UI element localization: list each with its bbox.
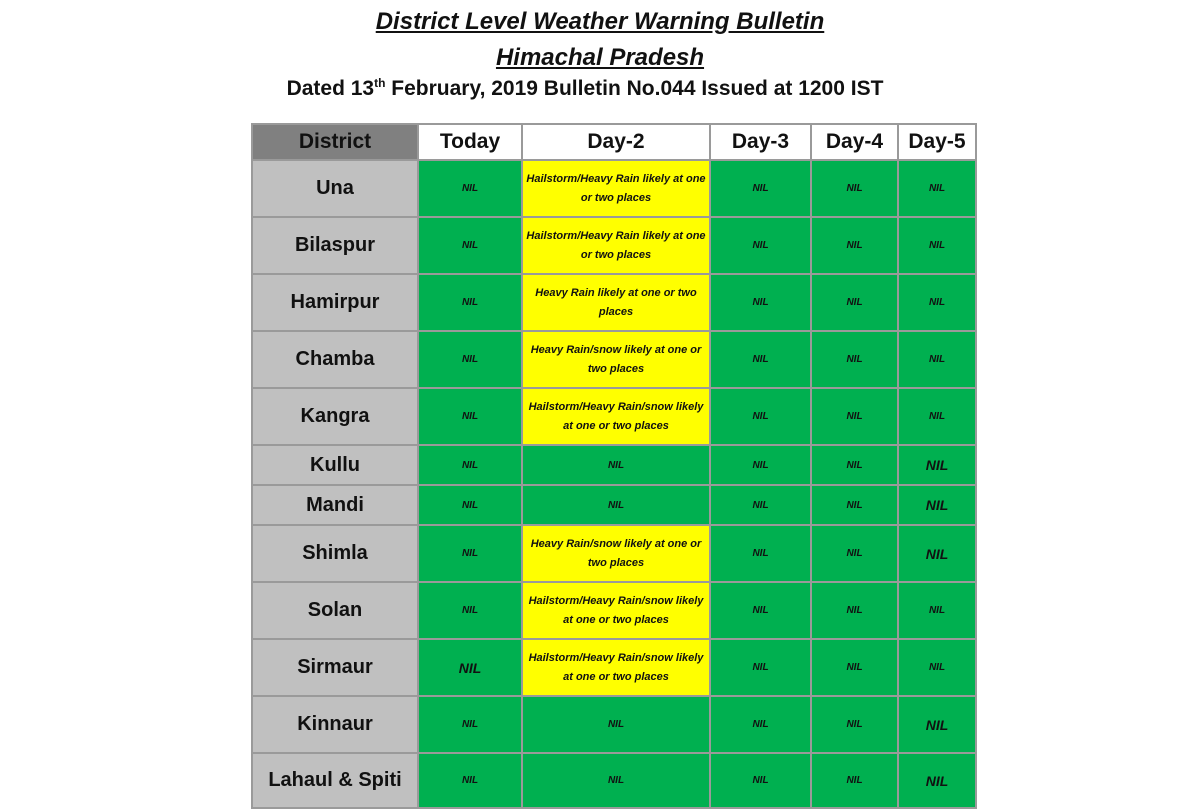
forecast-cell-day2: Heavy Rain/snow likely at one or two places <box>522 525 710 582</box>
table-header-row <box>252 124 976 160</box>
forecast-cell-day3: NIL <box>710 696 811 753</box>
forecast-cell-day3: NIL <box>710 331 811 388</box>
forecast-cell-day2: Heavy Rain/snow likely at one or two places <box>522 331 710 388</box>
district-name: Shimla <box>252 525 418 582</box>
forecast-cell-day5: NIL <box>898 160 976 217</box>
col-header-day5: Day-5 <box>898 124 976 160</box>
forecast-cell-day2: Heavy Rain likely at one or two places <box>522 274 710 331</box>
col-header-day4: Day-4 <box>811 124 898 160</box>
forecast-cell-day3: NIL <box>710 582 811 639</box>
col-header-today: Today <box>418 124 522 160</box>
forecast-cell-today: NIL <box>418 696 522 753</box>
forecast-cell-day4: NIL <box>811 696 898 753</box>
forecast-cell-day4: NIL <box>811 217 898 274</box>
table-row <box>252 331 976 388</box>
table-row <box>252 445 976 485</box>
forecast-cell-day3: NIL <box>710 388 811 445</box>
forecast-cell-today: NIL <box>418 160 522 217</box>
table-row <box>252 582 976 639</box>
forecast-cell-day2: Hailstorm/Heavy Rain likely at one or two places <box>522 217 710 274</box>
district-name: Chamba <box>252 331 418 388</box>
district-name: Hamirpur <box>252 274 418 331</box>
forecast-cell-today: NIL <box>418 331 522 388</box>
forecast-cell-day2: NIL <box>522 696 710 753</box>
forecast-cell-today: NIL <box>418 582 522 639</box>
forecast-cell-day5: NIL <box>898 582 976 639</box>
forecast-cell-day4: NIL <box>811 160 898 217</box>
forecast-cell-day4: NIL <box>811 639 898 696</box>
forecast-cell-day3: NIL <box>710 525 811 582</box>
table-row <box>252 696 976 753</box>
forecast-cell-day4: NIL <box>811 388 898 445</box>
forecast-cell-day5: NIL <box>898 696 976 753</box>
district-name: Lahaul & Spiti <box>252 753 418 808</box>
table-body <box>252 160 976 808</box>
forecast-cell-day4: NIL <box>811 331 898 388</box>
forecast-cell-today: NIL <box>418 525 522 582</box>
table-row <box>252 217 976 274</box>
forecast-cell-day3: NIL <box>710 485 811 525</box>
forecast-cell-day4: NIL <box>811 582 898 639</box>
district-name: Kangra <box>252 388 418 445</box>
col-header-district: District <box>252 124 418 160</box>
bulletin-date-line <box>0 76 1185 101</box>
forecast-cell-day2: NIL <box>522 753 710 808</box>
district-name: Sirmaur <box>252 639 418 696</box>
forecast-cell-day5: NIL <box>898 274 976 331</box>
forecast-cell-today: NIL <box>418 485 522 525</box>
district-name: Solan <box>252 582 418 639</box>
forecast-cell-day5: NIL <box>898 639 976 696</box>
forecast-cell-day3: NIL <box>710 274 811 331</box>
forecast-cell-today: NIL <box>418 639 522 696</box>
forecast-cell-day3: NIL <box>710 160 811 217</box>
table-row <box>252 753 976 808</box>
forecast-cell-day2: Hailstorm/Heavy Rain/snow likely at one or two places <box>522 582 710 639</box>
table-row <box>252 274 976 331</box>
state-name: Himachal Pradesh <box>495 44 705 71</box>
table-row <box>252 485 976 525</box>
date-prefix: Dated 13 <box>286 77 375 100</box>
forecast-cell-day5: NIL <box>898 331 976 388</box>
forecast-cell-day3: NIL <box>710 445 811 485</box>
district-name: Bilaspur <box>252 217 418 274</box>
forecast-cell-day3: NIL <box>710 753 811 808</box>
table-row <box>252 388 976 445</box>
warning-table <box>251 123 977 809</box>
forecast-cell-day5: NIL <box>898 388 976 445</box>
forecast-cell-today: NIL <box>418 445 522 485</box>
forecast-cell-day5: NIL <box>898 753 976 808</box>
col-header-day2: Day-2 <box>522 124 710 160</box>
table-row <box>252 639 976 696</box>
forecast-cell-day5: NIL <box>898 485 976 525</box>
date-rest: February, 2019 Bulletin No.044 Issued at 1200 IST <box>385 77 884 100</box>
district-name: Kinnaur <box>252 696 418 753</box>
table-row <box>252 525 976 582</box>
forecast-cell-day5: NIL <box>898 445 976 485</box>
forecast-cell-day2: NIL <box>522 485 710 525</box>
forecast-cell-today: NIL <box>418 753 522 808</box>
forecast-cell-day5: NIL <box>898 217 976 274</box>
date-suffix: th <box>374 76 386 90</box>
forecast-cell-day2: Hailstorm/Heavy Rain/snow likely at one or two places <box>522 388 710 445</box>
forecast-cell-day3: NIL <box>710 217 811 274</box>
forecast-cell-day4: NIL <box>811 445 898 485</box>
col-header-day3: Day-3 <box>710 124 811 160</box>
forecast-cell-day2: NIL <box>522 445 710 485</box>
forecast-cell-day2: Hailstorm/Heavy Rain likely at one or two places <box>522 160 710 217</box>
forecast-cell-day3: NIL <box>710 639 811 696</box>
forecast-cell-day2: Hailstorm/Heavy Rain/snow likely at one or two places <box>522 639 710 696</box>
district-name: Kullu <box>252 445 418 485</box>
forecast-cell-today: NIL <box>418 217 522 274</box>
forecast-cell-day5: NIL <box>898 525 976 582</box>
forecast-cell-today: NIL <box>418 274 522 331</box>
forecast-cell-today: NIL <box>418 388 522 445</box>
forecast-cell-day4: NIL <box>811 753 898 808</box>
forecast-cell-day4: NIL <box>811 485 898 525</box>
bulletin-title: District Level Weather Warning Bulletin <box>375 8 825 35</box>
forecast-cell-day4: NIL <box>811 525 898 582</box>
district-name: Mandi <box>252 485 418 525</box>
district-name: Una <box>252 160 418 217</box>
table-row <box>252 160 976 217</box>
forecast-cell-day4: NIL <box>811 274 898 331</box>
